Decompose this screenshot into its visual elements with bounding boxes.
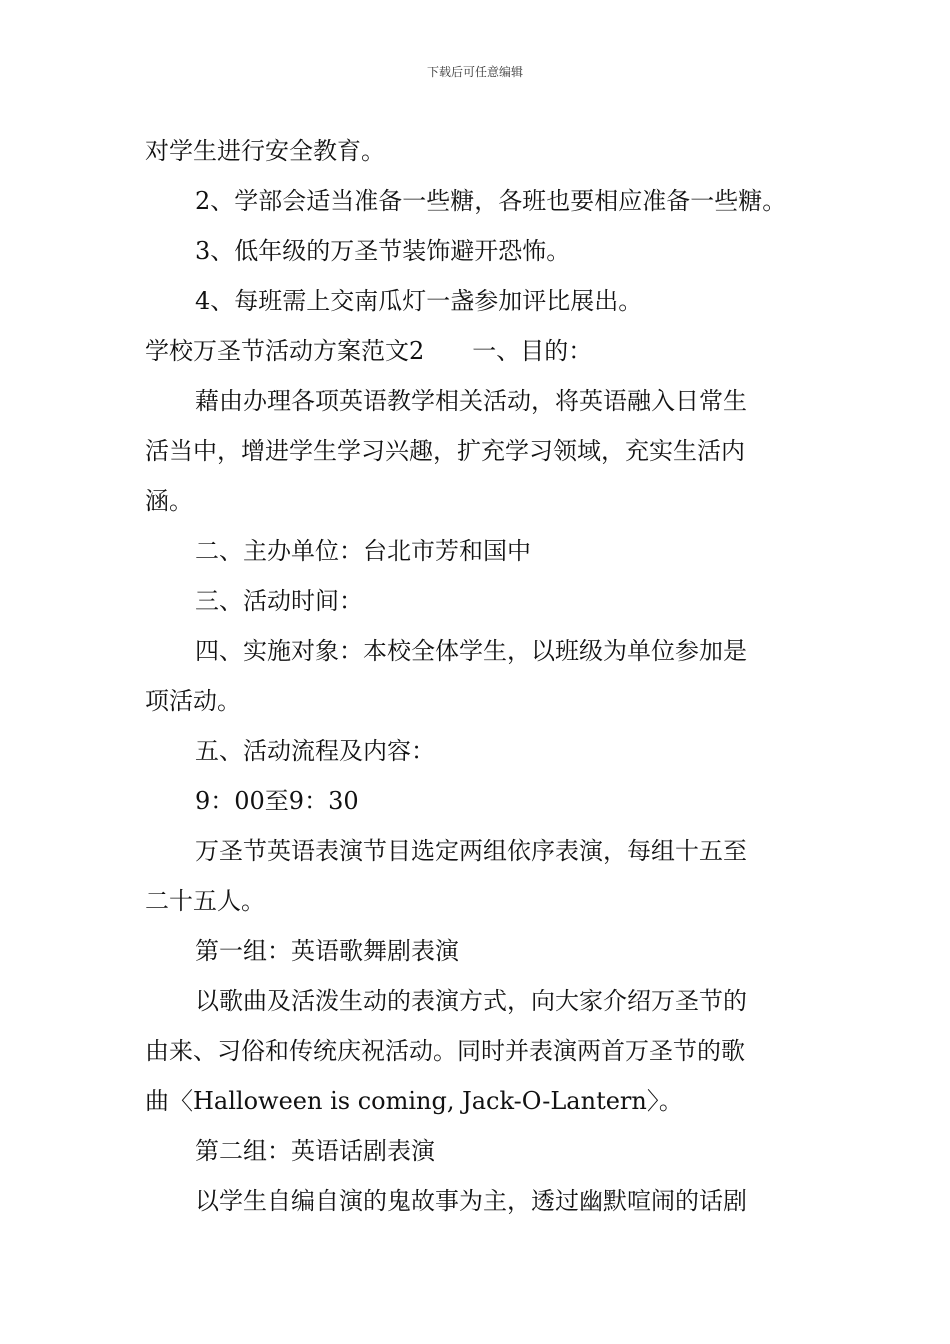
paragraph-line: 2、学部会适当准备一些糖，各班也要相应准备一些糖。 bbox=[195, 187, 787, 215]
paragraph-line: 二、主办单位：台北市芳和国中 bbox=[195, 537, 531, 565]
paragraph-line: 二十五人。 bbox=[145, 887, 265, 915]
paragraph-line: 项活动。 bbox=[145, 687, 241, 715]
paragraph-line: 由来、习俗和传统庆祝活动。同时并表演两首万圣节的歌 bbox=[145, 1037, 745, 1065]
page-header-note: 下载后可任意编辑 bbox=[426, 65, 523, 79]
section-heading-line bbox=[145, 326, 810, 376]
paragraph-line: 以歌曲及活泼生动的表演方式，向大家介绍万圣节的 bbox=[195, 987, 747, 1015]
paragraph-line: 曲〈Halloween is coming, Jack-O-Lantern〉。 bbox=[145, 1087, 683, 1115]
paragraph-line: 以学生自编自演的鬼故事为主，透过幽默喧闹的话剧 bbox=[195, 1187, 747, 1215]
paragraph-line: 五、活动流程及内容： bbox=[195, 737, 435, 765]
section-title: 学校万圣节活动方案范文2 bbox=[145, 337, 425, 365]
paragraph-line: 3、低年级的万圣节装饰避开恐怖。 bbox=[195, 237, 571, 265]
paragraph-line: 第一组：英语歌舞剧表演 bbox=[195, 937, 459, 965]
paragraph-line: 藉由办理各项英语教学相关活动，将英语融入日常生 bbox=[195, 387, 747, 415]
section-subheading: 一、目的： bbox=[472, 337, 593, 365]
paragraph-line: 4、每班需上交南瓜灯一盏参加评比展出。 bbox=[195, 287, 643, 315]
paragraph-line: 三、活动时间： bbox=[195, 587, 363, 615]
paragraph-line: 活当中，增进学生学习兴趣，扩充学习领域，充实生活内 bbox=[145, 437, 745, 465]
paragraph-line: 涵。 bbox=[145, 487, 193, 515]
paragraph-line: 四、实施对象：本校全体学生，以班级为单位参加是 bbox=[195, 637, 747, 665]
paragraph-line: 对学生进行安全教育。 bbox=[145, 137, 385, 165]
paragraph-line: 万圣节英语表演节目选定两组依序表演，每组十五至 bbox=[195, 837, 747, 865]
document-body bbox=[145, 126, 810, 1226]
paragraph-line: 第二组：英语话剧表演 bbox=[195, 1137, 435, 1165]
paragraph-line: 9：00至9：30 bbox=[195, 787, 359, 815]
